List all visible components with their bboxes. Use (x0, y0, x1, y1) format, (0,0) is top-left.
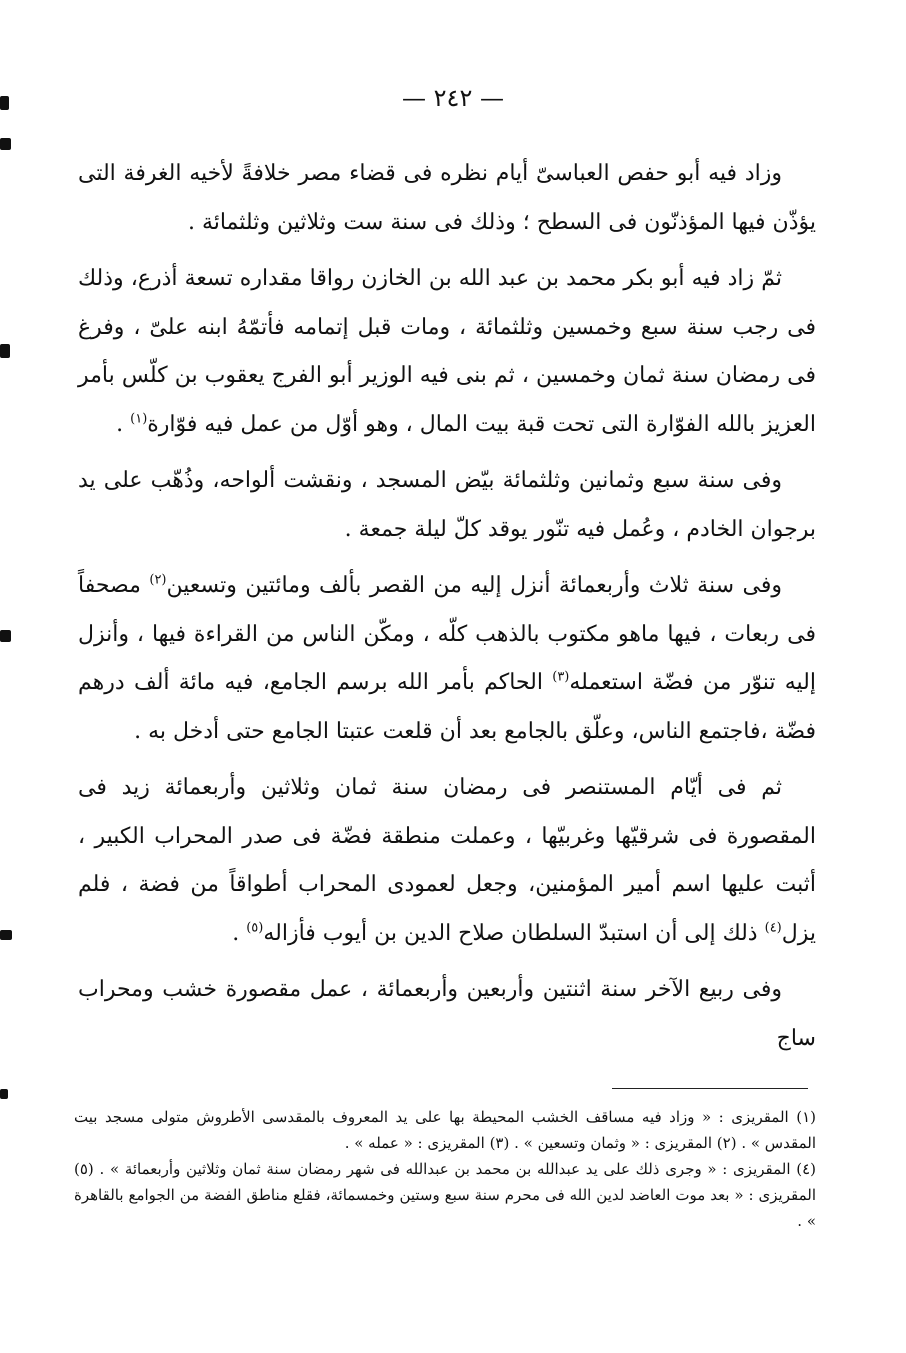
paragraph: ثم فى أيّام المستنصر فى رمضان سنة ثمان وثلاثين وأربعمائة زيد فى المقصورة فى شرقيّها وغربيّها ، وعملت منطقة فضّة فى صدر المحراب الكبير ، أثبت عليها اسم أمير المؤمنين، وجعل لعمودى المحراب أطواقاً من فضة ، فلم يزل$^{(٤)}$ ذلك إلى أن استبدّ السلطان صلاح الدين بن أيوب فأزاله$^{(٥)}$ . (78, 775, 816, 946)
sentence-end: . (116, 411, 124, 437)
footnote-divider (612, 1088, 808, 1089)
footnote-ref: (١) (130, 411, 148, 427)
scan-mark (0, 630, 11, 642)
footnote-ref: (٢) (149, 572, 167, 588)
footnote-ref: (٥) (246, 920, 264, 936)
paragraph: وفى ربيع الآخر سنة اثنتين وأربعين وأربعمائة ، عمل مقصورة خشب ومحراب ساج (78, 977, 816, 1051)
footnote-ref: (٣) (552, 669, 570, 685)
footnotes (74, 1104, 816, 1234)
sentence-end: . (232, 920, 240, 946)
main-text (78, 150, 816, 1071)
scan-mark (0, 344, 10, 358)
scan-mark (0, 138, 11, 150)
scan-mark (0, 1089, 8, 1099)
footnote-ref: (٤) (764, 920, 782, 936)
paragraph: وفى سنة ثلاث وأربعمائة أنزل إليه من القصر بألف ومائتين وتسعين$^{(٢)}$ مصحفاً فى ربعات ، فيها ماهو مكتوب بالذهب كلّه ، ومكّن الناس من القراءة فيها ، وأنزل إليه تنوّر من فضّة استعمله$^{(٣)}$ الحاكم بأمر الله برسم الجامع، فيه مائة ألف درهم فضّة ،فاجتمع الناس، وعلّق بالجامع بعد أن قلعت عتبتا الجامع حتى أدخل به . (78, 572, 816, 744)
paragraph: ثمّ زاد فيه أبو بكر محمد بن عبد الله بن الخازن رواقا مقداره تسعة أذرع، وذلك فى رجب سنة سبع وخمسين وثلثمائة ، ومات قبل إتمامه فأتمّهُ ابنه علىّ ، وفرغ فى رمضان سنة ثمان وخمسين ، ثم بنى فيه الوزير أبو الفرج يعقوب بن كلّس بأمر العزيز بالله الفوّارة التى تحت قبة بيت المال ، وهو أوّل من عمل فيه فوّارة$^{(١)}$ . (78, 266, 816, 437)
paragraph: وفى سنة سبع وثمانين وثلثمائة بيّض المسجد ، ونقشت ألواحه، وذُهّب على يد برجوان الخادم ، وعُمل فيه تنّور يوقد كلّ ليلة جمعة . (78, 468, 816, 542)
paragraph: وزاد فيه أبو حفص العباسىّ أيام نظره فى قضاء مصر خلافةً لأخيه الغرفة التى يؤذّن فيها المؤذنّون فى السطح ؛ وذلك فى سنة ست وثلاثين وثلثمائة . (78, 161, 816, 235)
page-number: — ٢٤٢ — (402, 84, 504, 112)
scan-mark (0, 930, 12, 940)
footnote: (٤) المقريزى : « وجرى ذلك على يد عبدالله بن محمد بن عبدالله فى شهر رمضان سنة ثمان وثلاثين وأربعمائة » . (٥) المقريزى : « بعد موت العاضد لدين الله فى محرم سنة سبع وستين وخمسمائة، فقلع مناطق الفضة من الجوامع بالقاهرة » . (74, 1160, 816, 1230)
footnote: (١) المقريزى : « وزاد فيه مساقف الخشب المحيطة بها على يد المعروف بالمقدسى الأطروش متولى مسجد بيت المقدس » . (٢) المقريزى : « وثمان وتسعين » . (٣) المقريزى : « عمله » . (74, 1108, 816, 1152)
